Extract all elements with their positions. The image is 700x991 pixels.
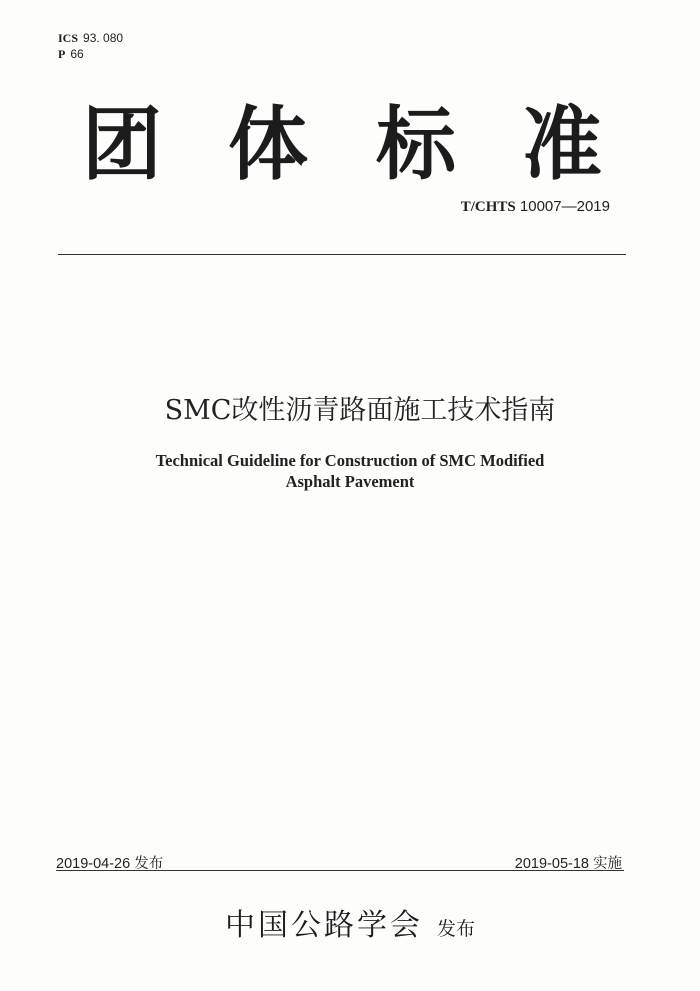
english-title-line-1: Technical Guideline for Construction of SMC Modified (155, 451, 545, 470)
ics-code (58, 30, 123, 46)
issue-date: 2019-04-26 (56, 856, 131, 872)
document-type-char-2: 体 (228, 98, 308, 191)
document-type-char-4: 准 (522, 98, 602, 191)
document-type-char-1: 团 (82, 98, 162, 191)
english-title-line-2: Asphalt Pavement (285, 472, 415, 491)
implement-date: 2019-05-18 (514, 856, 589, 872)
standard-prefix: T/CHTS (460, 199, 516, 215)
standard-code: 10007—2019 (519, 198, 610, 215)
chinese-title: SMC改性沥青路面施工技术指南 (164, 395, 556, 426)
ccs-code (58, 46, 123, 62)
header-divider (58, 254, 626, 255)
publisher-action: 发布 (436, 918, 475, 940)
footer-divider (56, 870, 624, 871)
publisher-organization: 中国公路学会 (224, 908, 423, 943)
implement-label: 实施 (593, 856, 622, 872)
ics-value: 93. 080 (83, 31, 124, 45)
publisher-line (0, 900, 700, 944)
english-title (0, 450, 700, 492)
ccs-value: 66 (70, 47, 84, 61)
standard-number (461, 198, 610, 216)
document-type-char-3: 标 (376, 98, 456, 191)
classification-codes (58, 30, 123, 62)
ccs-label: P (58, 47, 66, 61)
issue-label: 发布 (134, 856, 164, 872)
ics-label: ICS (58, 31, 79, 45)
